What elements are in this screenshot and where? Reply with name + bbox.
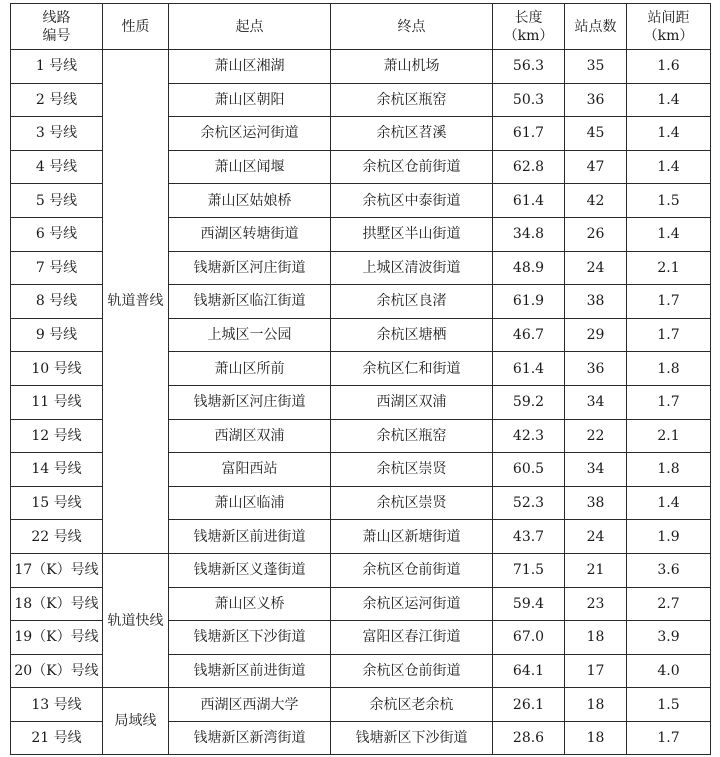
type-label: 轨道 <box>107 612 136 629</box>
cell-stations: 21 <box>565 553 627 587</box>
cell-end: 余杭区仓前街道 <box>331 553 493 587</box>
cell-line: 13 号线 <box>11 688 103 722</box>
cell-end: 萧山区新塘街道 <box>331 520 493 554</box>
cell-length: 61.4 <box>493 184 565 218</box>
cell-end: 余杭区苕溪 <box>331 117 493 151</box>
cell-start: 富阳西站 <box>169 453 331 487</box>
cell-spacing: 1.5 <box>627 688 711 722</box>
cell-start: 上城区一公园 <box>169 318 331 352</box>
cell-line: 10 号线 <box>11 352 103 386</box>
cell-stations: 23 <box>565 587 627 621</box>
header-type: 性质 <box>103 4 169 50</box>
type-label: 轨道 <box>107 293 136 310</box>
cell-end: 余杭区瓶窑 <box>331 83 493 117</box>
cell-stations: 17 <box>565 654 627 688</box>
table-row <box>11 553 711 587</box>
cell-start: 萧山区所前 <box>169 352 331 386</box>
cell-line: 6 号线 <box>11 217 103 251</box>
cell-length: 61.9 <box>493 285 565 319</box>
cell-length: 46.7 <box>493 318 565 352</box>
cell-length: 56.3 <box>493 50 565 84</box>
cell-start: 萧山区临浦 <box>169 486 331 520</box>
cell-start: 萧山区闻堰 <box>169 150 331 184</box>
cell-line: 2 号线 <box>11 83 103 117</box>
cell-length: 60.5 <box>493 453 565 487</box>
cell-end: 富阳区春江街道 <box>331 621 493 655</box>
cell-stations: 24 <box>565 520 627 554</box>
cell-length: 43.7 <box>493 520 565 554</box>
cell-length: 62.8 <box>493 150 565 184</box>
cell-start: 余杭区运河街道 <box>169 117 331 151</box>
cell-line: 1 号线 <box>11 50 103 84</box>
cell-type <box>103 50 169 554</box>
cell-line: 20（K）号线 <box>11 654 103 688</box>
cell-stations: 29 <box>565 318 627 352</box>
table-body <box>11 50 711 755</box>
cell-end: 拱墅区半山街道 <box>331 217 493 251</box>
cell-stations: 24 <box>565 251 627 285</box>
cell-type <box>103 688 169 755</box>
cell-stations: 34 <box>565 453 627 487</box>
cell-spacing: 1.7 <box>627 318 711 352</box>
cell-start: 钱塘新区新湾街道 <box>169 721 331 755</box>
cell-start: 萧山区湘湖 <box>169 50 331 84</box>
cell-end: 余杭区老余杭 <box>331 688 493 722</box>
cell-end: 余杭区仓前街道 <box>331 654 493 688</box>
cell-end: 西湖区双浦 <box>331 385 493 419</box>
table-row <box>11 50 711 84</box>
cell-start: 萧山区义桥 <box>169 587 331 621</box>
cell-line: 8 号线 <box>11 285 103 319</box>
cell-length: 71.5 <box>493 553 565 587</box>
cell-stations: 45 <box>565 117 627 151</box>
cell-stations: 22 <box>565 419 627 453</box>
cell-spacing: 3.6 <box>627 553 711 587</box>
cell-length: 61.7 <box>493 117 565 151</box>
cell-stations: 35 <box>565 50 627 84</box>
cell-spacing: 4.0 <box>627 654 711 688</box>
cell-end: 余杭区仁和街道 <box>331 352 493 386</box>
cell-end: 余杭区良渚 <box>331 285 493 319</box>
cell-start: 西湖区双浦 <box>169 419 331 453</box>
cell-spacing: 1.4 <box>627 217 711 251</box>
type-label: 普线 <box>135 293 164 310</box>
cell-spacing: 1.4 <box>627 83 711 117</box>
cell-spacing: 1.7 <box>627 385 711 419</box>
cell-length: 34.8 <box>493 217 565 251</box>
cell-length: 48.9 <box>493 251 565 285</box>
cell-stations: 36 <box>565 352 627 386</box>
cell-length: 64.1 <box>493 654 565 688</box>
cell-spacing: 1.6 <box>627 50 711 84</box>
cell-stations: 18 <box>565 688 627 722</box>
cell-line: 21 号线 <box>11 721 103 755</box>
cell-start: 西湖区转塘街道 <box>169 217 331 251</box>
cell-length: 59.2 <box>493 385 565 419</box>
cell-end: 余杭区瓶窑 <box>331 419 493 453</box>
cell-line: 18（K）号线 <box>11 587 103 621</box>
cell-length: 50.3 <box>493 83 565 117</box>
cell-stations: 26 <box>565 217 627 251</box>
type-label: 快线 <box>135 612 164 629</box>
cell-length: 52.3 <box>493 486 565 520</box>
cell-spacing: 1.7 <box>627 721 711 755</box>
cell-length: 67.0 <box>493 621 565 655</box>
cell-start: 钱塘新区前进街道 <box>169 654 331 688</box>
cell-end: 上城区清波街道 <box>331 251 493 285</box>
header-start: 起点 <box>169 4 331 50</box>
cell-end: 萧山机场 <box>331 50 493 84</box>
cell-end: 钱塘新区下沙街道 <box>331 721 493 755</box>
table-header <box>11 4 711 50</box>
cell-start: 西湖区西湖大学 <box>169 688 331 722</box>
cell-line: 17（K）号线 <box>11 553 103 587</box>
cell-end: 余杭区运河街道 <box>331 587 493 621</box>
header-length: 长度 （km） <box>493 4 565 50</box>
cell-length: 28.6 <box>493 721 565 755</box>
cell-start: 钱塘新区下沙街道 <box>169 621 331 655</box>
cell-line: 22 号线 <box>11 520 103 554</box>
cell-stations: 47 <box>565 150 627 184</box>
cell-spacing: 2.1 <box>627 251 711 285</box>
cell-end: 余杭区中泰街道 <box>331 184 493 218</box>
table-row <box>11 688 711 722</box>
cell-line: 14 号线 <box>11 453 103 487</box>
cell-spacing: 2.7 <box>627 587 711 621</box>
cell-line: 4 号线 <box>11 150 103 184</box>
cell-start: 钱塘新区前进街道 <box>169 520 331 554</box>
metro-lines-table <box>10 3 711 755</box>
cell-length: 42.3 <box>493 419 565 453</box>
cell-spacing: 1.4 <box>627 150 711 184</box>
header-end: 终点 <box>331 4 493 50</box>
cell-spacing: 1.4 <box>627 117 711 151</box>
cell-length: 26.1 <box>493 688 565 722</box>
cell-start: 钱塘新区河庄街道 <box>169 385 331 419</box>
cell-spacing: 3.9 <box>627 621 711 655</box>
cell-stations: 36 <box>565 83 627 117</box>
cell-stations: 18 <box>565 621 627 655</box>
cell-stations: 42 <box>565 184 627 218</box>
cell-start: 钱塘新区义蓬街道 <box>169 553 331 587</box>
cell-length: 61.4 <box>493 352 565 386</box>
cell-line: 19（K）号线 <box>11 621 103 655</box>
cell-end: 余杭区塘栖 <box>331 318 493 352</box>
cell-spacing: 1.8 <box>627 453 711 487</box>
cell-stations: 18 <box>565 721 627 755</box>
cell-line: 12 号线 <box>11 419 103 453</box>
cell-stations: 38 <box>565 486 627 520</box>
cell-line: 15 号线 <box>11 486 103 520</box>
header-spacing: 站间距 （km） <box>627 4 711 50</box>
cell-spacing: 1.7 <box>627 285 711 319</box>
cell-start: 钱塘新区临江街道 <box>169 285 331 319</box>
cell-start: 萧山区朝阳 <box>169 83 331 117</box>
cell-spacing: 1.8 <box>627 352 711 386</box>
cell-type <box>103 553 169 687</box>
cell-line: 11 号线 <box>11 385 103 419</box>
header-stations: 站点数 <box>565 4 627 50</box>
cell-stations: 34 <box>565 385 627 419</box>
header-line-no: 线路 编号 <box>11 4 103 50</box>
cell-spacing: 1.9 <box>627 520 711 554</box>
cell-spacing: 1.5 <box>627 184 711 218</box>
cell-line: 7 号线 <box>11 251 103 285</box>
cell-length: 59.4 <box>493 587 565 621</box>
cell-end: 余杭区崇贤 <box>331 486 493 520</box>
cell-end: 余杭区崇贤 <box>331 453 493 487</box>
cell-spacing: 1.4 <box>627 486 711 520</box>
cell-start: 萧山区姑娘桥 <box>169 184 331 218</box>
cell-line: 9 号线 <box>11 318 103 352</box>
cell-stations: 38 <box>565 285 627 319</box>
cell-start: 钱塘新区河庄街道 <box>169 251 331 285</box>
type-label: 局域线 <box>114 713 157 730</box>
cell-spacing: 2.1 <box>627 419 711 453</box>
cell-end: 余杭区仓前街道 <box>331 150 493 184</box>
cell-line: 5 号线 <box>11 184 103 218</box>
cell-line: 3 号线 <box>11 117 103 151</box>
